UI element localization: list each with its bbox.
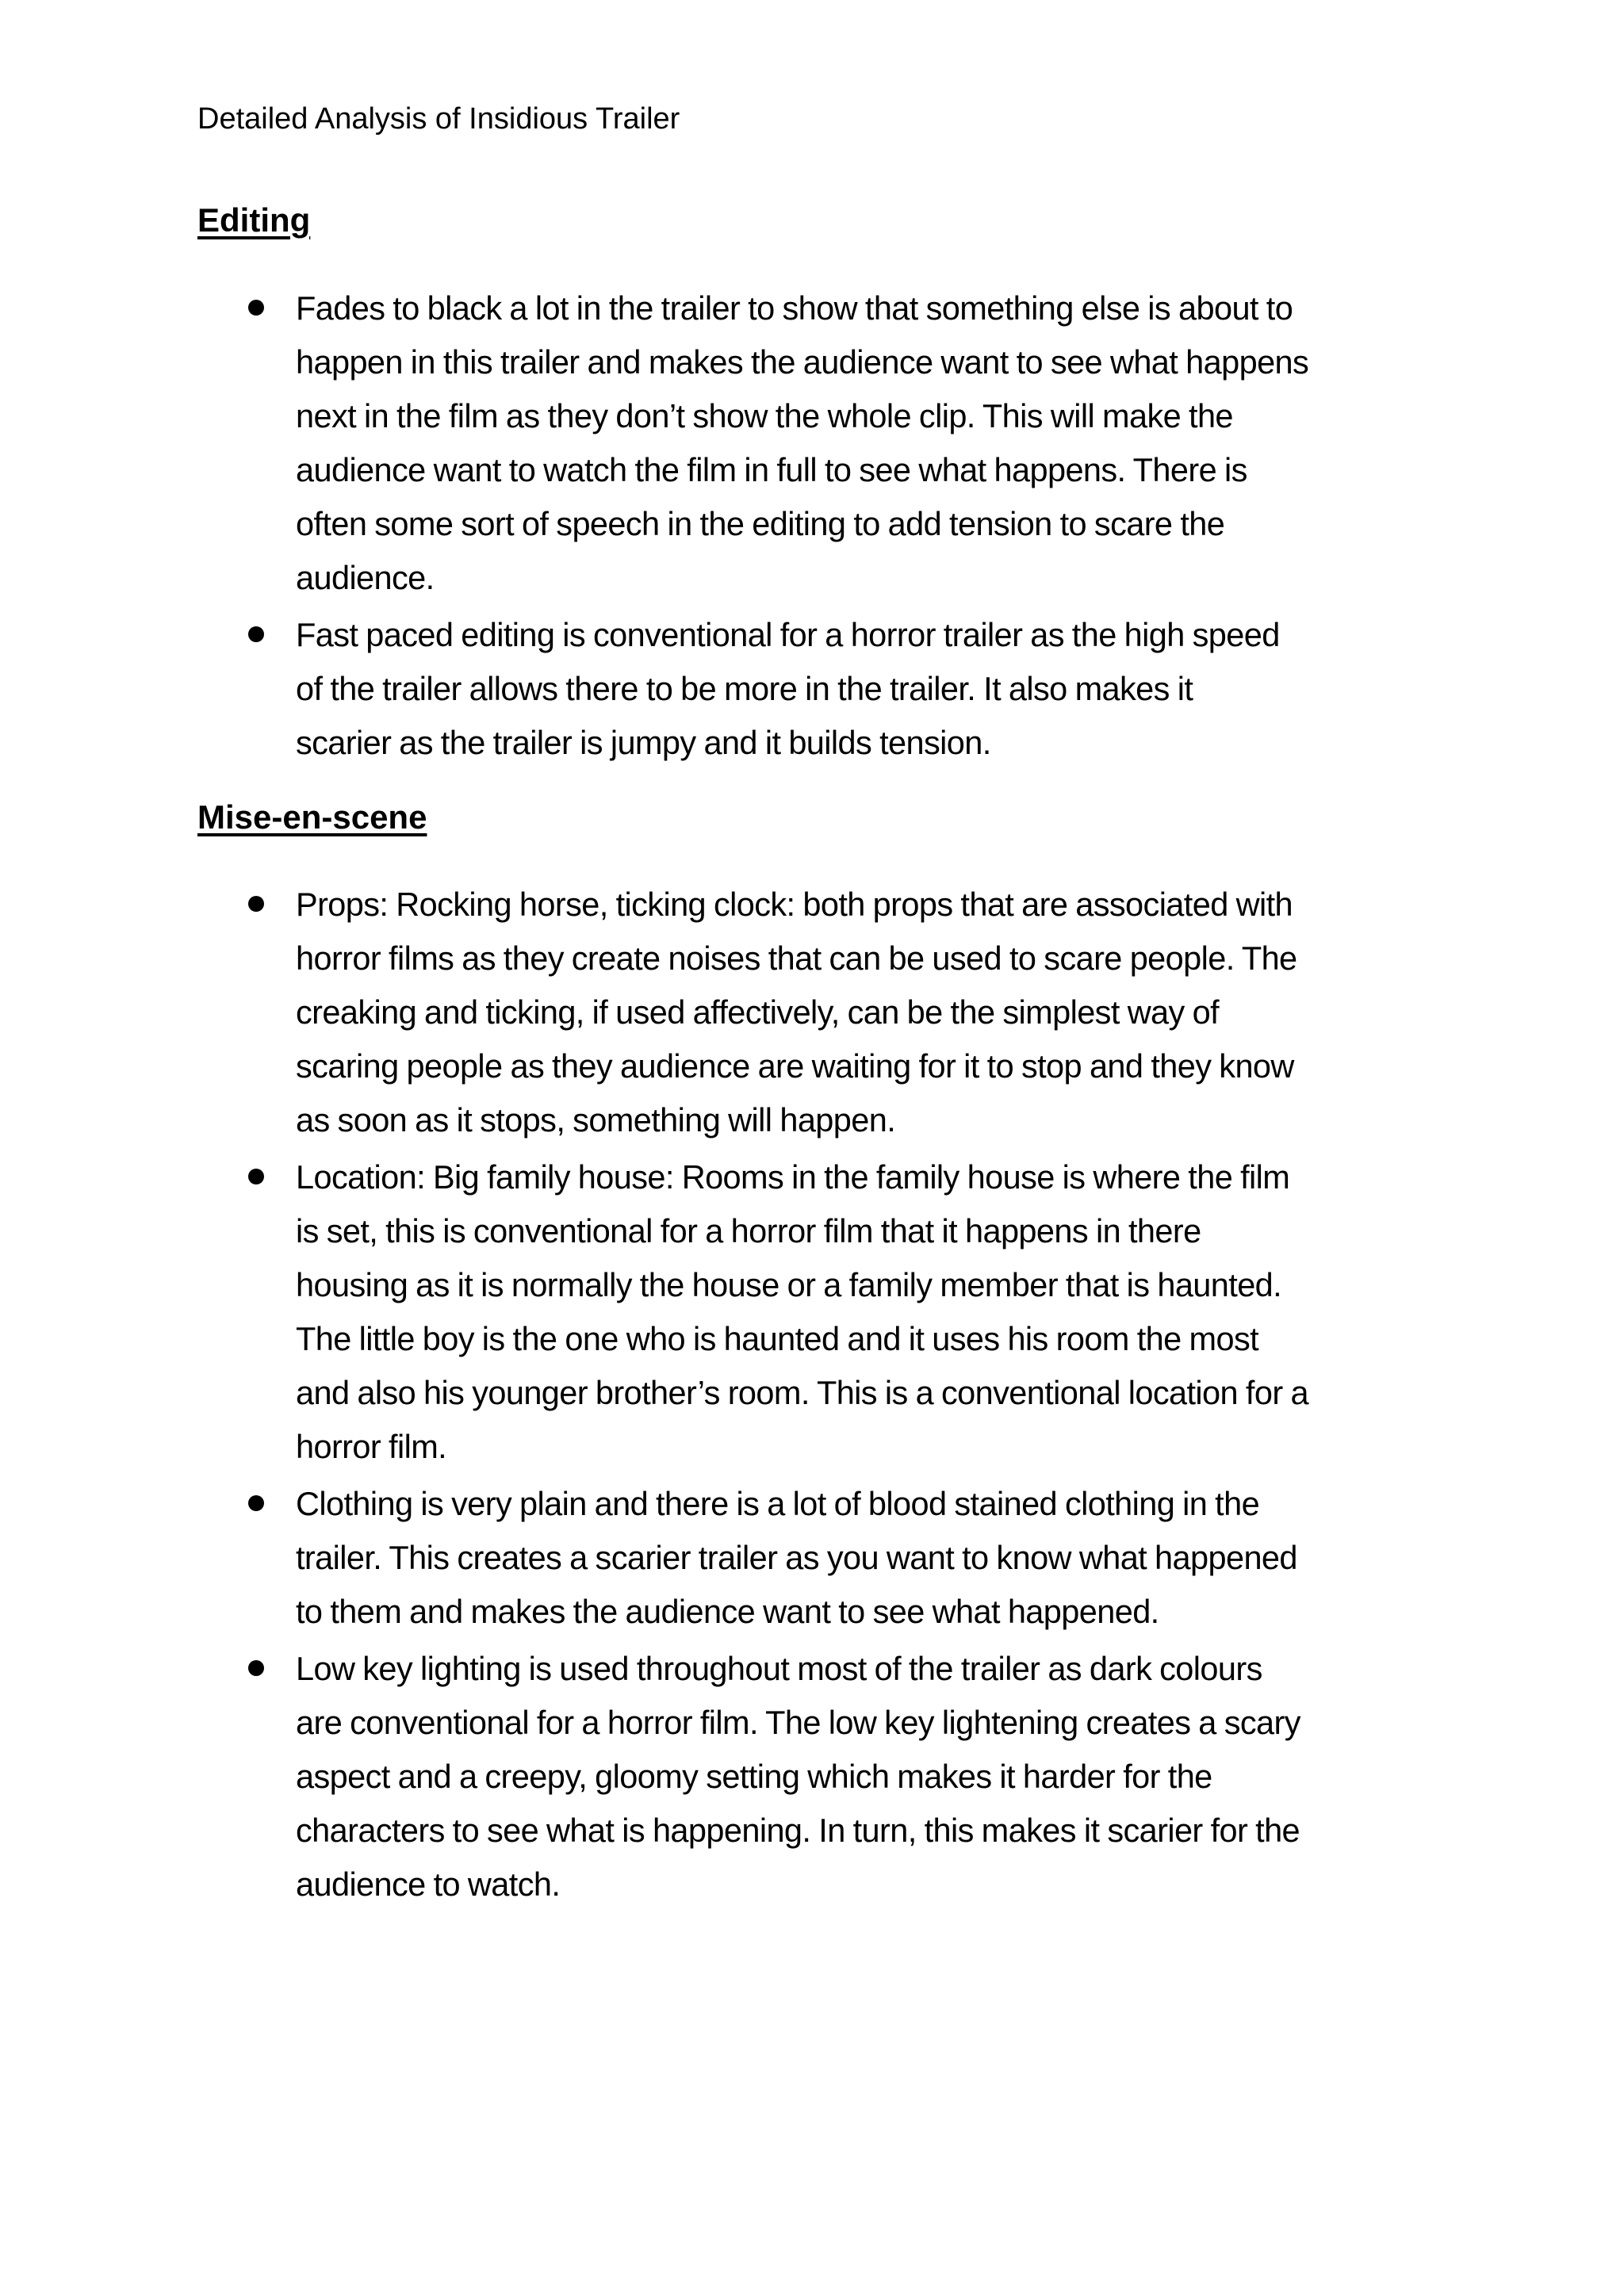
text-line: creaking and ticking, if used affectively, can be the simplest way of xyxy=(296,993,1220,1031)
text-line: scarier as the trailer is jumpy and it builds tension. xyxy=(296,724,991,761)
list-item xyxy=(0,878,1624,1147)
bullet-icon xyxy=(248,1660,264,1676)
text-line: audience. xyxy=(296,559,435,596)
text-line: housing as it is normally the house or a family member that is haunted. xyxy=(296,1266,1282,1303)
text-line: of the trailer allows there to be more in the trailer. It also makes it xyxy=(296,670,1193,707)
text-line: audience to watch. xyxy=(296,1866,561,1903)
section-heading-mise-en-scene: Mise-en-scene xyxy=(197,798,427,836)
bullet-text xyxy=(296,1477,1438,1639)
text-line: and also his younger brother’s room. This is a conventional location for a xyxy=(296,1374,1308,1411)
list-item xyxy=(0,1477,1624,1639)
list-item xyxy=(0,281,1624,605)
text-line: are conventional for a horror film. The low key lightening creates a scary xyxy=(296,1704,1300,1741)
text-line: horror film. xyxy=(296,1428,447,1465)
text-line: Clothing is very plain and there is a lot of blood stained clothing in the xyxy=(296,1485,1260,1522)
text-line: Low key lighting is used throughout most of the trailer as dark colours xyxy=(296,1650,1262,1687)
text-line: audience want to watch the film in full to see what happens. There is xyxy=(296,451,1247,488)
text-line: Fast paced editing is conventional for a horror trailer as the high speed xyxy=(296,616,1280,653)
text-line: often some sort of speech in the editing to add tension to scare the xyxy=(296,505,1225,542)
document-header: Detailed Analysis of Insidious Trailer xyxy=(197,102,680,136)
text-line: characters to see what is happening. In turn, this makes it scarier for the xyxy=(296,1812,1300,1849)
text-line: to them and makes the audience want to see what happened. xyxy=(296,1593,1159,1630)
bullet-icon xyxy=(248,896,264,912)
text-line: as soon as it stops, something will happen. xyxy=(296,1101,896,1138)
text-line: is set, this is conventional for a horror film that it happens in there xyxy=(296,1212,1201,1249)
list-item xyxy=(0,1150,1624,1474)
list-item xyxy=(0,608,1624,770)
bullet-icon xyxy=(248,1169,264,1184)
text-line: Props: Rocking horse, ticking clock: both props that are associated with xyxy=(296,886,1293,923)
bullet-icon xyxy=(248,626,264,642)
text-line: Location: Big family house: Rooms in the family house is where the film xyxy=(296,1158,1290,1196)
section-heading-editing: Editing xyxy=(197,201,311,239)
bullet-text xyxy=(296,281,1438,605)
list-item xyxy=(0,1642,1624,1911)
bullet-text xyxy=(296,878,1438,1147)
text-line: scaring people as they audience are waiting for it to stop and they know xyxy=(296,1047,1294,1085)
bullet-icon xyxy=(248,1495,264,1511)
mise-en-scene-bullet-list xyxy=(0,878,1624,1915)
bullet-text xyxy=(296,1642,1438,1911)
text-line: aspect and a creepy, gloomy setting which makes it harder for the xyxy=(296,1758,1212,1795)
text-line: The little boy is the one who is haunted and it uses his room the most xyxy=(296,1320,1259,1357)
text-line: Fades to black a lot in the trailer to show that something else is about to xyxy=(296,289,1293,327)
editing-bullet-list xyxy=(0,281,1624,773)
bullet-text xyxy=(296,608,1438,770)
text-line: next in the film as they don’t show the whole clip. This will make the xyxy=(296,397,1233,434)
text-line: trailer. This creates a scarier trailer as you want to know what happened xyxy=(296,1539,1297,1576)
bullet-icon xyxy=(248,300,264,316)
text-line: horror films as they create noises that can be used to scare people. The xyxy=(296,939,1297,977)
bullet-text xyxy=(296,1150,1438,1474)
text-line: happen in this trailer and makes the audience want to see what happens xyxy=(296,343,1309,381)
